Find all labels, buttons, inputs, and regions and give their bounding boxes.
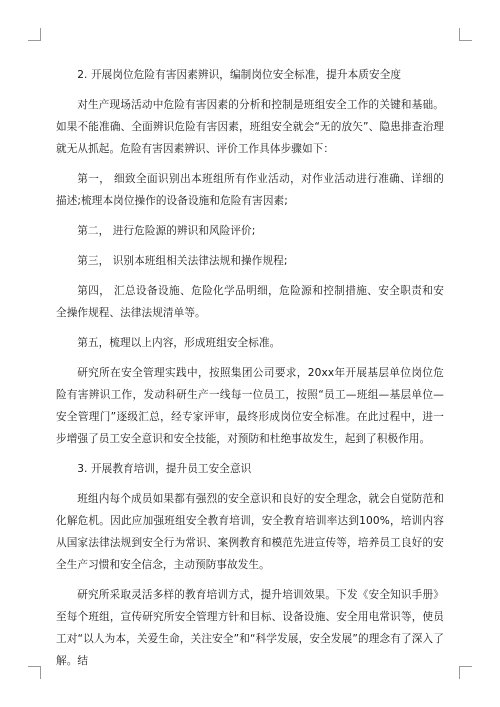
crop-mark-top-left <box>28 28 41 41</box>
paragraph: 班组内每个成员如果都有强烈的安全意识和良好的安全理念，就会自觉防范和化解危机。因此应加强班组安全教育培训，安全教育培训率达到100%，培训内容从国家法律法规到安全行为常识、案例教育和模范先进宣传等，培养员工良好的安全生产习惯和安全信念，主动预防事故发生。 <box>56 493 444 571</box>
paragraph: 研究所采取灵活多样的教育培训方式，提升培训效果。下发《安全知识手册》至每个班组，宣传研究所安全管理方针和目标、设备设施、安全用电常识等，使员工对“以人为本，关爱生命，关注安全”和“科学发展，安全发展”的理念有了深入了解。结 <box>56 589 444 667</box>
paragraph: 对生产现场活动中危险有害因素的分析和控制是班组安全工作的关键和基础。如果不能准确、全面辨识危险有害因素，班组安全就会“无的放矢”、隐患排查治理就无从抓起。危险有害因素辨识、评价工作具体步骤如下： <box>56 99 444 155</box>
step-5-paragraph: 第五，梳理以上内容，形成班组安全标准。 <box>77 337 281 349</box>
crop-mark-bottom-right <box>459 666 472 679</box>
document-body <box>56 64 444 672</box>
section-heading-3: 3. 开展教育培训，提升员工安全意识 <box>77 463 252 475</box>
step-1-paragraph: 第一， 细致全面识别出本班组所有作业活动，对作业活动进行准确、详细的描述;梳理本岗位操作的设备设施和危险有害因素; <box>56 173 444 207</box>
crop-mark-top-right <box>459 28 472 41</box>
section-heading-2: 2. 开展岗位危险有害因素辨识，编制岗位安全标准，提升本质安全度 <box>77 69 402 81</box>
paragraph: 研究所在安全管理实践中，按照集团公司要求，20xx年开展基层单位岗位危险有害辨识工作，发动科研生产一线每一位员工，按照“员工—班组—基层单位—安全管理门”逐级汇总，经专家评审，最终形成岗位安全标准。在此过程中，进一步增强了员工安全意识和安全技能，对预防和杜绝事故发生，起到了积极作用。 <box>56 367 444 445</box>
crop-mark-bottom-left <box>28 666 41 679</box>
step-3-paragraph: 第三， 识别本班组相关法律法规和操作规程; <box>77 255 288 267</box>
step-2-paragraph: 第二， 进行危险源的辨识和风险评价; <box>77 225 256 237</box>
step-4-paragraph: 第四， 汇总设备设施、危险化学品明细，危险源和控制措施、安全职责和安全操作规程、法律法规清单等。 <box>56 285 444 319</box>
